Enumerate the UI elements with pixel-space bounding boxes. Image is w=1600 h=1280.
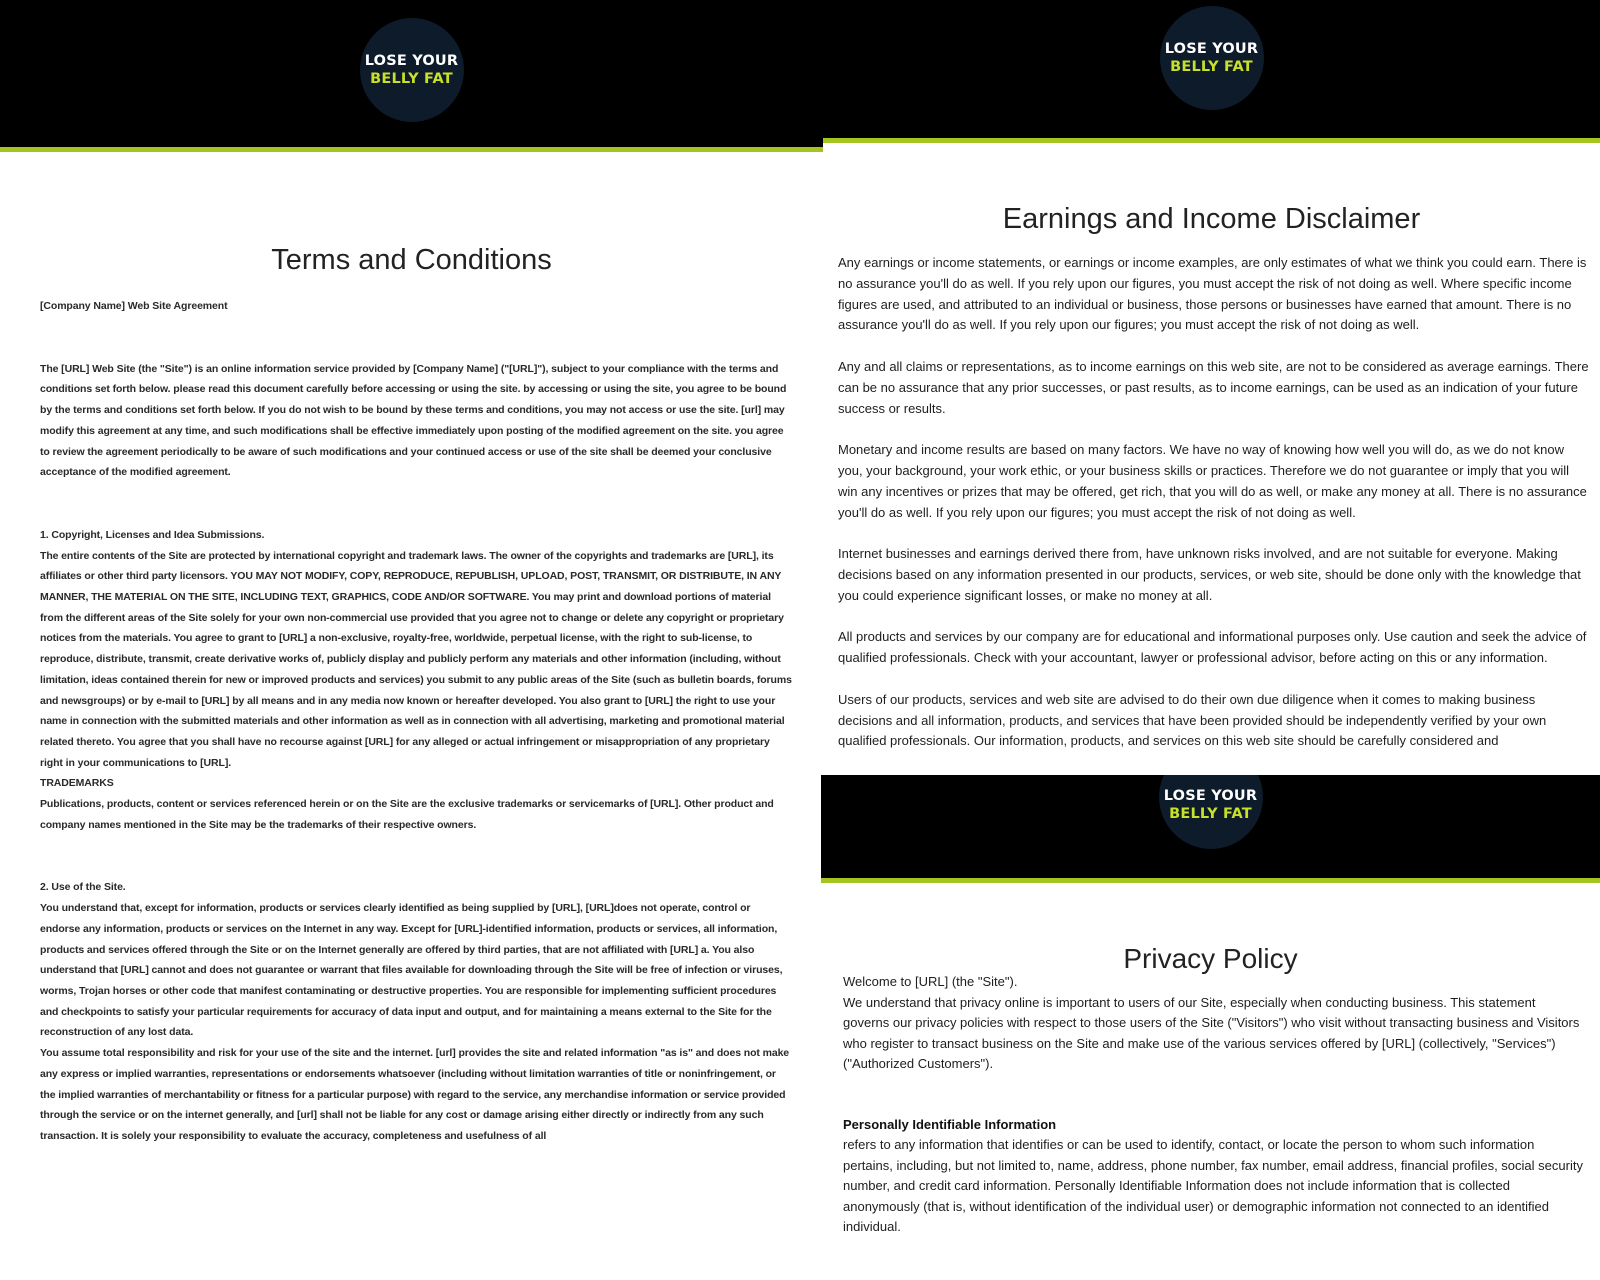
section-body: Publications, products, content or services referenced herein or on the Site are the exclusive trademarks or servicemarks of [URL]. Other product and company names mentioned in the Site may be the trademarks of their respective owners.: [40, 798, 774, 831]
section-body: You assume total responsibility and risk for your use of the site and the internet. [url] provides the site and related information "as is" and does not make any express or implied warranties, representations or endorsements whatsoever (including without limitation warranties of title or noninfringement, or the implied warranties of merchantability or fitness for a particular purpose) with regard to the service, any merchandise information or service provided through the service or on the internet generally, and [url] shall not be liable for any cost or damage arising either directly or indirectly from any such transaction. It is solely your responsibility to evaluate the accuracy, completeness and usefulness of all: [40, 1047, 790, 1142]
logo-line-1: LOSE YOUR: [1163, 788, 1258, 804]
disclaimer-paragraph: Any earnings or income statements, or earnings or income examples, are only estimates of what we think you could earn. There is no assurance you'll do as well. If you rely upon our figures, you must accept the risk of not doing as well. Where specific income figures are used, and attributed to an individual or business, those persons or businesses have earned that amount. There is no assurance you'll do as well. If you rely upon our figures; you must accept the risk of not doing as well.: [838, 255, 1587, 333]
disclaimer-paragraph: Users of our products, services and web site are advised to do their own due diligence when it comes to making business decisions and all information, products, and services that have been provided should be independently verified by your own qualified professionals. Our information, products, and services on this web site should be carefully considered and: [838, 691, 1547, 749]
site-logo[interactable]: [1159, 775, 1263, 849]
site-logo[interactable]: [1160, 6, 1264, 110]
section-heading: 1. Copyright, Licenses and Idea Submissions.: [40, 528, 265, 541]
section-body: The entire contents of the Site are protected by international copyright and trademark laws. The owner of the copyrights and trademarks are [URL], its affiliates or other third party licensors. YOU MAY NOT MODIFY, COPY, REPRODUCE, REPUBLISH, UPLOAD, POST, TRANSMIT, OR DISTRIBUTE, IN ANY MANNER, THE MATERIAL ON THE SITE, INCLUDING TEXT, GRAPHICS, CODE AND/OR SOFTWARE. You may print and download portions of material from the different areas of the Site solely for your own non-commercial use provided that you agree not to change or delete any copyright or proprietary notices from the materials. You agree to grant to [URL] a non-exclusive, royalty-free, worldwide, perpetual license, with the right to sub-license, to reproduce, distribute, transmit, create derivative works of, publicly display and publicly perform any materials and other information (including, without limitation, ideas contained therein for new or improved products and services) you submit to any public areas of the Site (such as bulletin boards, forums and newsgroups) or by e-mail to [URL] by all means and in any media now known or hereafter developed. You also grant to [URL] the right to use your name in connection with the submitted materials and other information as well as in connection with all advertising, marketing and promotional material related thereto. You agree that you shall have no recourse against [URL] for any alleged or actual infringement or misappropriation of any proprietary right in your communications to [URL].: [40, 549, 792, 769]
section-body: refers to any information that identifies or can be used to identify, contact, or locate the person to whom such information pertains, including, but not limited to, name, address, phone number, fax number, email address, financial profiles, social security number, and credit card information. Personally Identifiable Information does not include information that is collected anonymously (that is, without identification of the individual user) or demographic information not connected to an identified individual.: [843, 1137, 1583, 1234]
logo-line-1: LOSE YOUR: [1164, 41, 1259, 57]
disclaimer-paragraph: Monetary and income results are based on many factors. We have no way of knowing how well you will do, as we do not know you, your background, your work ethic, or your business skills or practices. Therefore we do not guarantee or imply that you will win any incentives or prizes that may be offered, get rich, that you will do as well, or make any money at all. There is no assurance you'll do as well. If you rely upon our figures; you must accept the risk of not doing as well.: [838, 442, 1587, 520]
privacy-welcome: Welcome to [URL] (the "Site").: [843, 974, 1018, 989]
section-heading: TRADEMARKS: [40, 777, 114, 790]
page-title: Privacy Policy: [1123, 943, 1298, 974]
privacy-intro: We understand that privacy online is important to users of our Site, especially when conducting business. This statement governs our privacy policies with respect to those users of the Site ("Visitors") who visit without transacting business and Visitors who register to transact business on the Site and make use of the various services offered by [URL] (collectively, "Services") ("Authorized Customers").: [843, 994, 1580, 1071]
page-title: Earnings and Income Disclaimer: [1002, 203, 1421, 235]
terms-content: [40, 296, 792, 1147]
disclaimer-paragraph: Internet businesses and earnings derived there from, have unknown risks involved, and are not suitable for everyone. Making decisions based on any information presented in our products, services, or web site, should be done only with the knowledge that you could experience significant losses, or make no money at all.: [838, 546, 1581, 603]
earnings-page: [823, 0, 1600, 775]
logo-line-2: BELLY FAT: [1170, 59, 1253, 75]
section-body: You understand that, except for information, products or services clearly identified as being supplied by [URL], [URL]does not operate, control or endorse any information, products or services on the Internet in any way. Except for [URL]-identified information, products or services, all information, products and services offered through the Site or on the Internet generally are offered by third parties, that are not affiliated with [URL] a. You also understand that [URL] cannot and does not guarantee or warrant that files available for downloading through the Site will be free of infection or viruses, worms, Trojan horses or other code that manifest contaminating or destructive properties. You are responsible for implementing sufficient procedures and checkpoints to satisfy your particular requirements for accuracy of data input and output, and for maintaining a means external to the Site for the reconstruction of any lost data.: [40, 902, 783, 1039]
earnings-content: [838, 253, 1590, 752]
header-band: [823, 0, 1600, 143]
section-heading: Personally Identifiable Information: [843, 1116, 1057, 1132]
disclaimer-paragraph: All products and services by our company are for educational and informational purposes only. Use caution and seek the advice of qualified professionals. Check with your accountant, lawyer or professional advisor, before acting on this or any information.: [838, 629, 1587, 666]
header-band: [0, 0, 823, 152]
section-heading: 2. Use of the Site.: [40, 881, 126, 894]
logo-line-1: LOSE YOUR: [364, 53, 459, 69]
privacy-page: [821, 775, 1600, 1280]
page-title: Terms and Conditions: [271, 244, 552, 276]
privacy-content: [843, 972, 1585, 1238]
terms-intro: The [URL] Web Site (the "Site") is an online information service provided by [Company Name] ("[URL]"), subject to your compliance with the terms and conditions set forth below. please read this document carefully before accessing or using the site. by accessing or using the site, you agree to be bound by the terms and conditions set forth below. If you do not wish to be bound by these terms and conditions, you may not access or use the site. [url] may modify this agreement at any time, and such modifications shall be effective immediately upon posting of the modified agreement on the site. you agree to review the agreement periodically to be aware of such modifications and your continued access or use of the site shall be deemed your conclusive acceptance of the modified agreement.: [40, 362, 787, 479]
logo-line-2: BELLY FAT: [1169, 806, 1252, 822]
agreement-label: [Company Name] Web Site Agreement: [40, 300, 228, 312]
header-band: [821, 775, 1600, 883]
site-logo[interactable]: [360, 18, 464, 122]
disclaimer-paragraph: Any and all claims or representations, as to income earnings on this web site, are not to be considered as average earnings. There can be no assurance that any prior successes, or past results, as to income earnings, can be used as an indication of your future success or results.: [838, 358, 1589, 416]
logo-line-2: BELLY FAT: [370, 71, 453, 87]
